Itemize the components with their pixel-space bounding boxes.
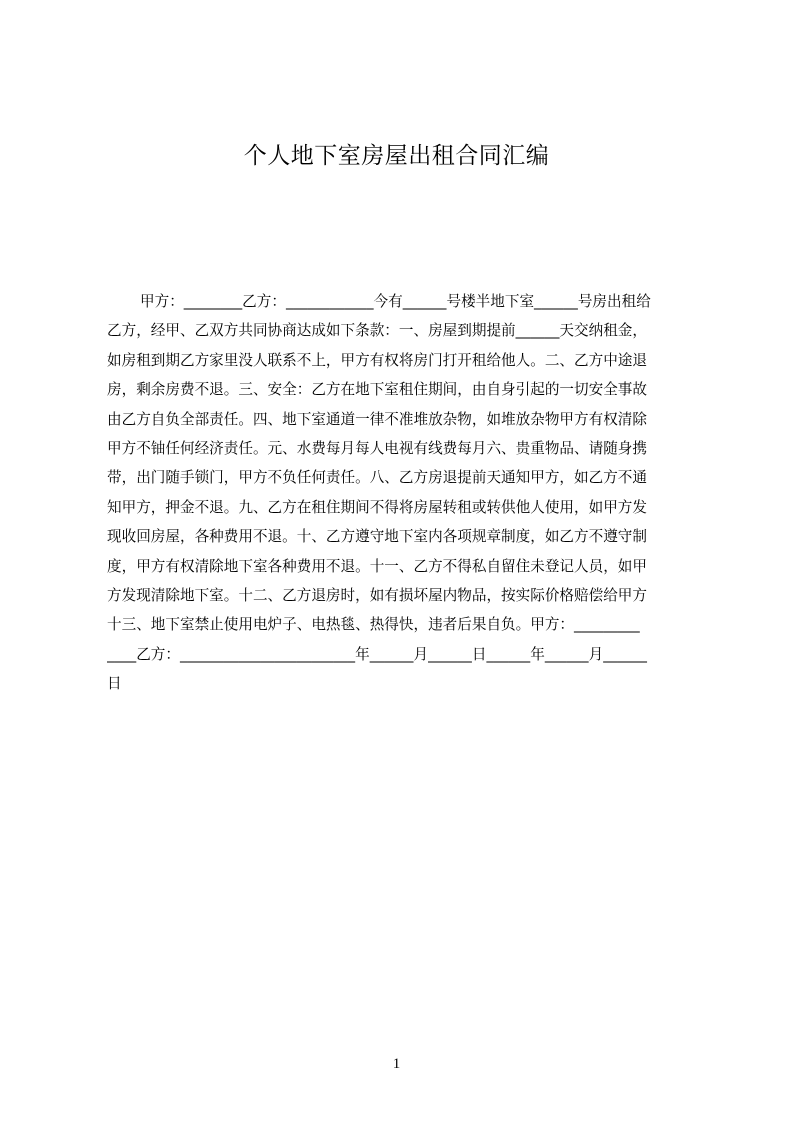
body-line: 方发现清除地下室。十二、乙方退房时，如有损坏屋内物品，按实际价格赔偿给甲方 [107,586,647,604]
body-line: 十三、地下室禁止使用电炉子、电热毯、热得快，违者后果自负。甲方：_________ [107,616,640,634]
body-line: 乙方，经甲、乙双方共同协商达成如下条款：一、房屋到期提前______天交纳租金， [107,322,647,340]
body-line: 知甲方，押金不退。九、乙方在租住期间不得将房屋转租或转供他人使用，如甲方发 [107,498,647,516]
body-line: 日 [107,675,122,693]
body-line: 带，出门随手锁门，甲方不负任何责任。八、乙方房退提前天通知甲方，如乙方不通 [107,469,647,487]
document-title: 个人地下室房屋出租合同汇编 [243,143,550,169]
contract-body [107,287,699,698]
body-line: 现收回房屋，各种费用不退。十、乙方遵守地下室内各项规章制度，如乙方不遵守制 [107,528,647,546]
page-number: 1 [392,1056,401,1072]
body-line: 甲方不铀任何经济责任。元、水费每月每人电视有线费每月六、贵重物品、请随身携 [107,439,647,457]
body-line: 度，甲方有权清除地下室各种费用不退。十一、乙方不得私自留住未登记人员，如甲 [107,557,647,575]
body-line: 如房租到期乙方家里没人联系不上，甲方有权将房门打开租给他人。二、乙方中途退 [107,351,647,369]
body-line: 甲方：________乙方：____________今有______号楼半地下室______号房出租给 [140,293,651,310]
body-line: ____乙方：________________________年______月______日______年______月______ [107,645,647,663]
body-line: 房，剩余房费不退。三、安全：乙方在地下室租住期间，由自身引起的一切安全事故 [107,381,647,399]
body-line: 由乙方自负全部责任。四、地下室通道一律不准堆放杂物，如堆放杂物甲方有权清除 [107,410,647,428]
